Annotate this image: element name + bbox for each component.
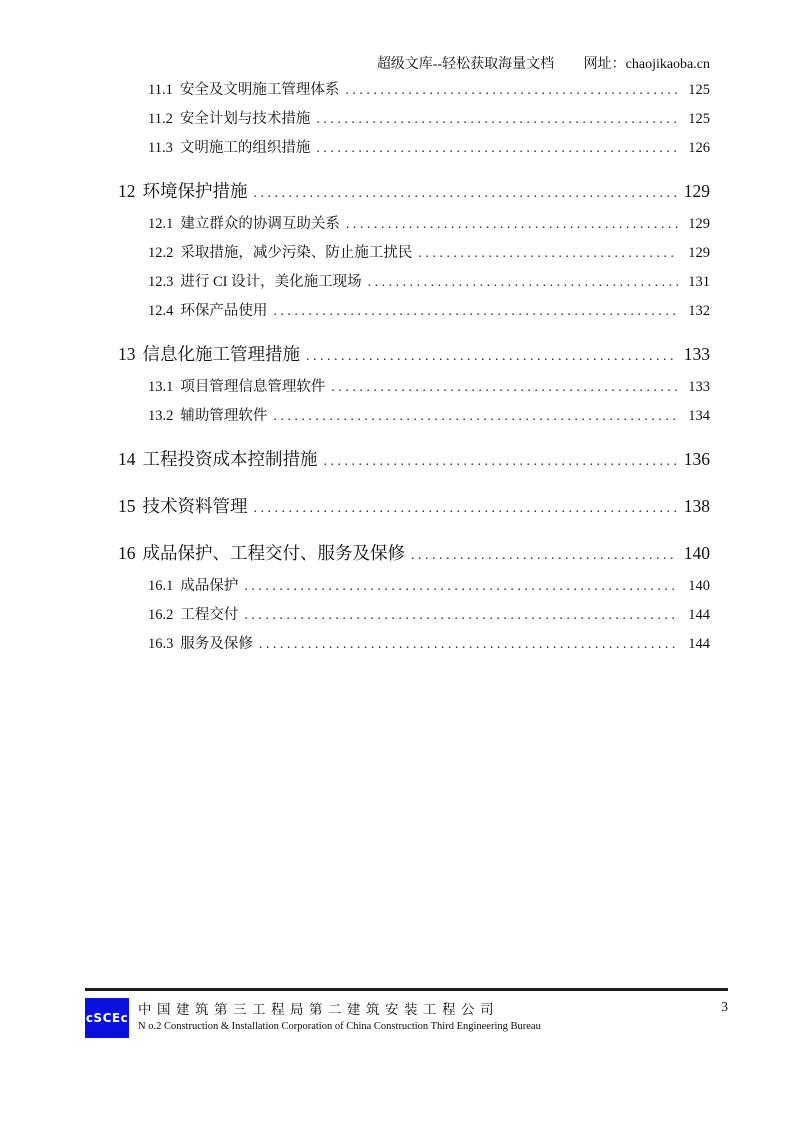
toc-entry-page: 136 [683, 449, 710, 469]
toc-entry [118, 373, 710, 402]
toc-entry-number: 14 [118, 449, 136, 469]
toc-entry-page: 132 [688, 303, 710, 319]
footer-body [85, 998, 728, 1038]
dot-leader [273, 297, 678, 326]
toc-entry-page: 144 [688, 636, 710, 652]
dot-leader [254, 490, 679, 528]
toc-entry [118, 440, 710, 478]
dot-leader [345, 76, 678, 105]
toc-entry [118, 239, 710, 268]
company-name-english: N o.2 Construction & Installation Corporation of China Construction Third Engineering Bureau [138, 1021, 541, 1032]
toc-entry-title: 环保产品使用 [180, 303, 268, 319]
toc-entry-page: 129 [688, 245, 710, 261]
page-header [377, 53, 710, 73]
toc-entry-number: 12 [118, 181, 136, 201]
toc-entry-number: 15 [118, 496, 136, 516]
toc-entry-title: 信息化施工管理措施 [142, 344, 300, 364]
toc-entry-title: 安全计划与技术措施 [179, 111, 311, 127]
dot-leader [259, 630, 678, 659]
toc-entry-page: 125 [688, 111, 710, 127]
toc-entry [118, 297, 710, 326]
toc-entry-title: 建立群众的协调互助关系 [180, 216, 340, 232]
toc-entry-page: 140 [683, 543, 710, 563]
toc-entry-page: 131 [688, 274, 710, 290]
toc-entry-number: 16 [118, 543, 136, 563]
toc-entry-page: 140 [688, 578, 710, 594]
company-block [138, 998, 541, 1032]
toc-entry-page: 126 [688, 140, 710, 156]
toc-entry-number: 16.3 [148, 636, 174, 652]
toc-entry [118, 487, 710, 525]
dot-leader [368, 268, 678, 297]
footer-divider [85, 988, 728, 991]
dot-leader [324, 443, 679, 481]
toc-entry-page: 133 [688, 379, 710, 395]
dot-leader [331, 373, 678, 402]
toc-entry-number: 12.1 [148, 216, 174, 232]
toc-entry-number: 13.1 [148, 379, 174, 395]
toc-entry-title: 安全及文明施工管理体系 [179, 82, 340, 98]
dot-leader [273, 402, 678, 431]
toc-entry-title: 辅助管理软件 [180, 408, 268, 424]
toc-entry-number: 13 [118, 344, 136, 364]
toc-entry [118, 402, 710, 431]
page-number: 3 [721, 999, 728, 1014]
toc-entry-number: 16.1 [148, 578, 174, 594]
dot-leader [316, 134, 678, 163]
toc-entry-page: 129 [688, 216, 710, 232]
toc-entry [118, 134, 710, 163]
header-site-url: 网址：chaojikaoba.cn [583, 57, 710, 72]
toc-entry-page: 144 [688, 607, 710, 623]
toc-entry-title: 工程交付 [180, 607, 239, 623]
cscec-logo-icon: cSCEc [85, 998, 129, 1038]
table-of-contents [118, 76, 710, 659]
header-slogan: 超级文库--轻松获取海量文档 [376, 57, 555, 72]
toc-entry-title: 采取措施，减少污染、防止施工扰民 [180, 245, 413, 261]
toc-entry-title: 成品保护 [180, 578, 239, 594]
toc-entry-number: 11.2 [148, 111, 173, 127]
toc-entry-number: 12.3 [148, 274, 174, 290]
toc-entry-title: 文明施工的组织措施 [179, 140, 311, 156]
toc-entry-number: 11.1 [148, 82, 173, 98]
toc-entry-number: 12.4 [148, 303, 174, 319]
toc-entry [118, 630, 710, 659]
toc-entry-page: 138 [683, 496, 710, 516]
toc-entry [118, 105, 710, 134]
dot-leader [244, 572, 678, 601]
dot-leader [346, 210, 678, 239]
toc-entry-page: 129 [683, 181, 710, 201]
toc-entry [118, 268, 710, 297]
toc-entry-title: 成品保护、工程交付、服务及保修 [142, 543, 405, 563]
dot-leader [316, 105, 678, 134]
toc-entry-page: 133 [683, 344, 710, 364]
dot-leader [411, 537, 678, 575]
toc-entry-title: 工程投资成本控制措施 [142, 449, 318, 469]
page-footer [85, 988, 728, 1038]
dot-leader [254, 175, 679, 213]
toc-entry-number: 12.2 [148, 245, 174, 261]
dot-leader [418, 239, 678, 268]
toc-entry-number: 16.2 [148, 607, 174, 623]
toc-entry-title: 环境保护措施 [142, 181, 248, 201]
dot-leader [244, 601, 678, 630]
company-name-chinese: 中国建筑第三工程局第二建筑安装工程公司 [138, 1002, 499, 1017]
toc-entry [118, 335, 710, 373]
toc-entry-number: 11.3 [148, 140, 173, 156]
toc-entry [118, 210, 710, 239]
toc-entry [118, 572, 710, 601]
toc-entry-page: 134 [688, 408, 710, 424]
dot-leader [306, 338, 678, 376]
toc-entry-title: 技术资料管理 [142, 496, 248, 516]
toc-entry-title: 服务及保修 [180, 636, 253, 652]
toc-entry [118, 76, 710, 105]
toc-entry [118, 534, 710, 572]
toc-entry [118, 172, 710, 210]
toc-entry-page: 125 [688, 82, 710, 98]
toc-entry-number: 13.2 [148, 408, 174, 424]
toc-entry-title: 进行 CI 设计，美化施工现场 [180, 274, 362, 290]
toc-entry-title: 项目管理信息管理软件 [180, 379, 326, 395]
toc-entry [118, 601, 710, 630]
